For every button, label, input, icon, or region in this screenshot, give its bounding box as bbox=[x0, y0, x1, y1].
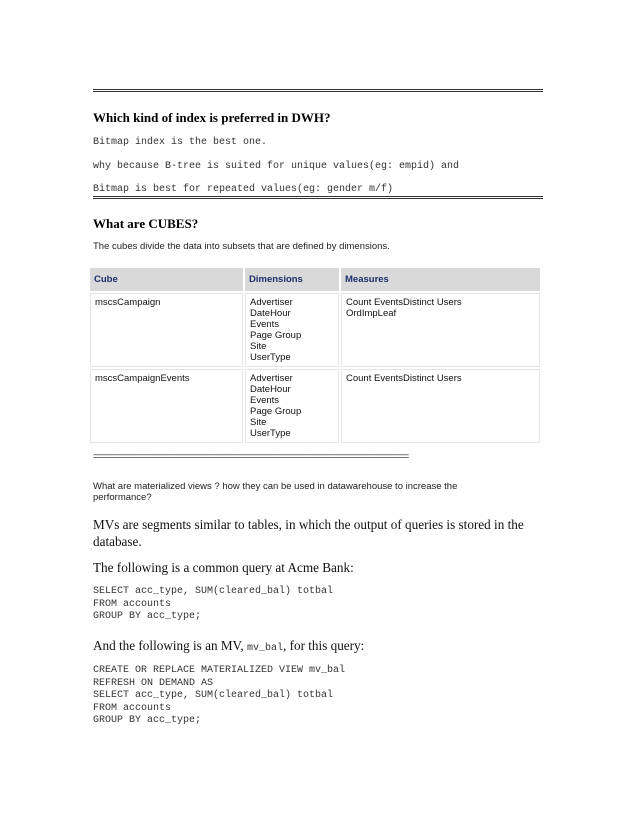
code-line: SELECT acc_type, SUM(cleared_bal) totbal bbox=[93, 690, 334, 701]
table-row bbox=[90, 369, 540, 443]
code-line: GROUP BY acc_type; bbox=[93, 715, 202, 726]
table-row bbox=[90, 293, 540, 367]
code-line: GROUP BY acc_type; bbox=[93, 611, 202, 622]
mv-paragraph-2: The following is a common query at Acme Bank: bbox=[93, 560, 354, 575]
cubes-table bbox=[88, 266, 542, 445]
cubes-heading: What are CUBES? bbox=[93, 216, 199, 231]
dimension-item: Advertiser bbox=[250, 297, 293, 308]
mv-paragraph-3-text: And the following is an MV, bbox=[93, 638, 247, 653]
mv-inline-code: mv_bal bbox=[246, 643, 283, 654]
measures-cell bbox=[341, 293, 540, 367]
dimension-item: Advertiser bbox=[250, 373, 293, 384]
measure-item: Count EventsDistinct Users bbox=[346, 297, 462, 308]
mv-paragraph-3 bbox=[93, 637, 543, 657]
header-measures: Measures bbox=[341, 268, 540, 291]
index-answer-line-1: Bitmap index is the best one. bbox=[93, 137, 268, 148]
measures-cell bbox=[341, 369, 540, 443]
header-cube: Cube bbox=[90, 268, 243, 291]
dimension-item: Site bbox=[250, 341, 267, 352]
index-answer-line-2: why because B-tree is suited for unique values(eg: empid) and bbox=[93, 161, 460, 172]
mv-paragraph-3-tail: , for this query: bbox=[283, 638, 365, 653]
dimension-item: Site bbox=[250, 417, 267, 428]
dimension-item: UserType bbox=[250, 428, 291, 439]
middle-double-rule bbox=[93, 196, 543, 199]
code-line: FROM accounts bbox=[93, 702, 172, 714]
dimension-item: Events bbox=[250, 319, 280, 330]
measure-item: OrdImpLeaf bbox=[346, 308, 397, 319]
dimension-item: Events bbox=[250, 395, 280, 406]
mv-question: What are materialized views ? how they can be used in datawarehouse to increase the performance? bbox=[93, 481, 458, 503]
code-line: SELECT acc_type, SUM(cleared_bal) totbal bbox=[93, 586, 334, 597]
dimensions-cell bbox=[245, 293, 339, 367]
dimension-item: UserType bbox=[250, 352, 291, 363]
header-dimensions: Dimensions bbox=[245, 268, 339, 291]
measure-item: Count EventsDistinct Users bbox=[346, 373, 462, 384]
mv-paragraph-1: MVs are segments similar to tables, in which the output of queries is stored in the database. bbox=[93, 517, 524, 549]
cube-name: mscsCampaignEvents bbox=[90, 369, 243, 443]
dimension-item: DateHour bbox=[250, 308, 291, 319]
cube-name: mscsCampaign bbox=[90, 293, 243, 367]
dimensions-cell bbox=[245, 369, 339, 443]
dimension-item: Page Group bbox=[250, 406, 302, 417]
dimension-item: Page Group bbox=[250, 330, 302, 341]
dimension-item: DateHour bbox=[250, 384, 291, 395]
top-double-rule bbox=[93, 89, 543, 92]
table-header-row bbox=[90, 268, 540, 291]
code-line: REFRESH ON DEMAND AS bbox=[93, 677, 214, 689]
code-line: FROM accounts bbox=[93, 598, 172, 610]
equals-separator: =========================================================================== bbox=[93, 452, 409, 462]
code-line: CREATE OR REPLACE MATERIALIZED VIEW mv_bal bbox=[93, 665, 346, 676]
code-block-mv bbox=[93, 665, 345, 728]
index-question-heading: Which kind of index is preferred in DWH? bbox=[93, 110, 331, 125]
cubes-intro: The cubes divide the data into subsets that are defined by dimensions. bbox=[93, 241, 390, 252]
index-answer-line-3: Bitmap is best for repeated values(eg: gender m/f) bbox=[93, 184, 394, 195]
code-block-query bbox=[93, 586, 333, 624]
